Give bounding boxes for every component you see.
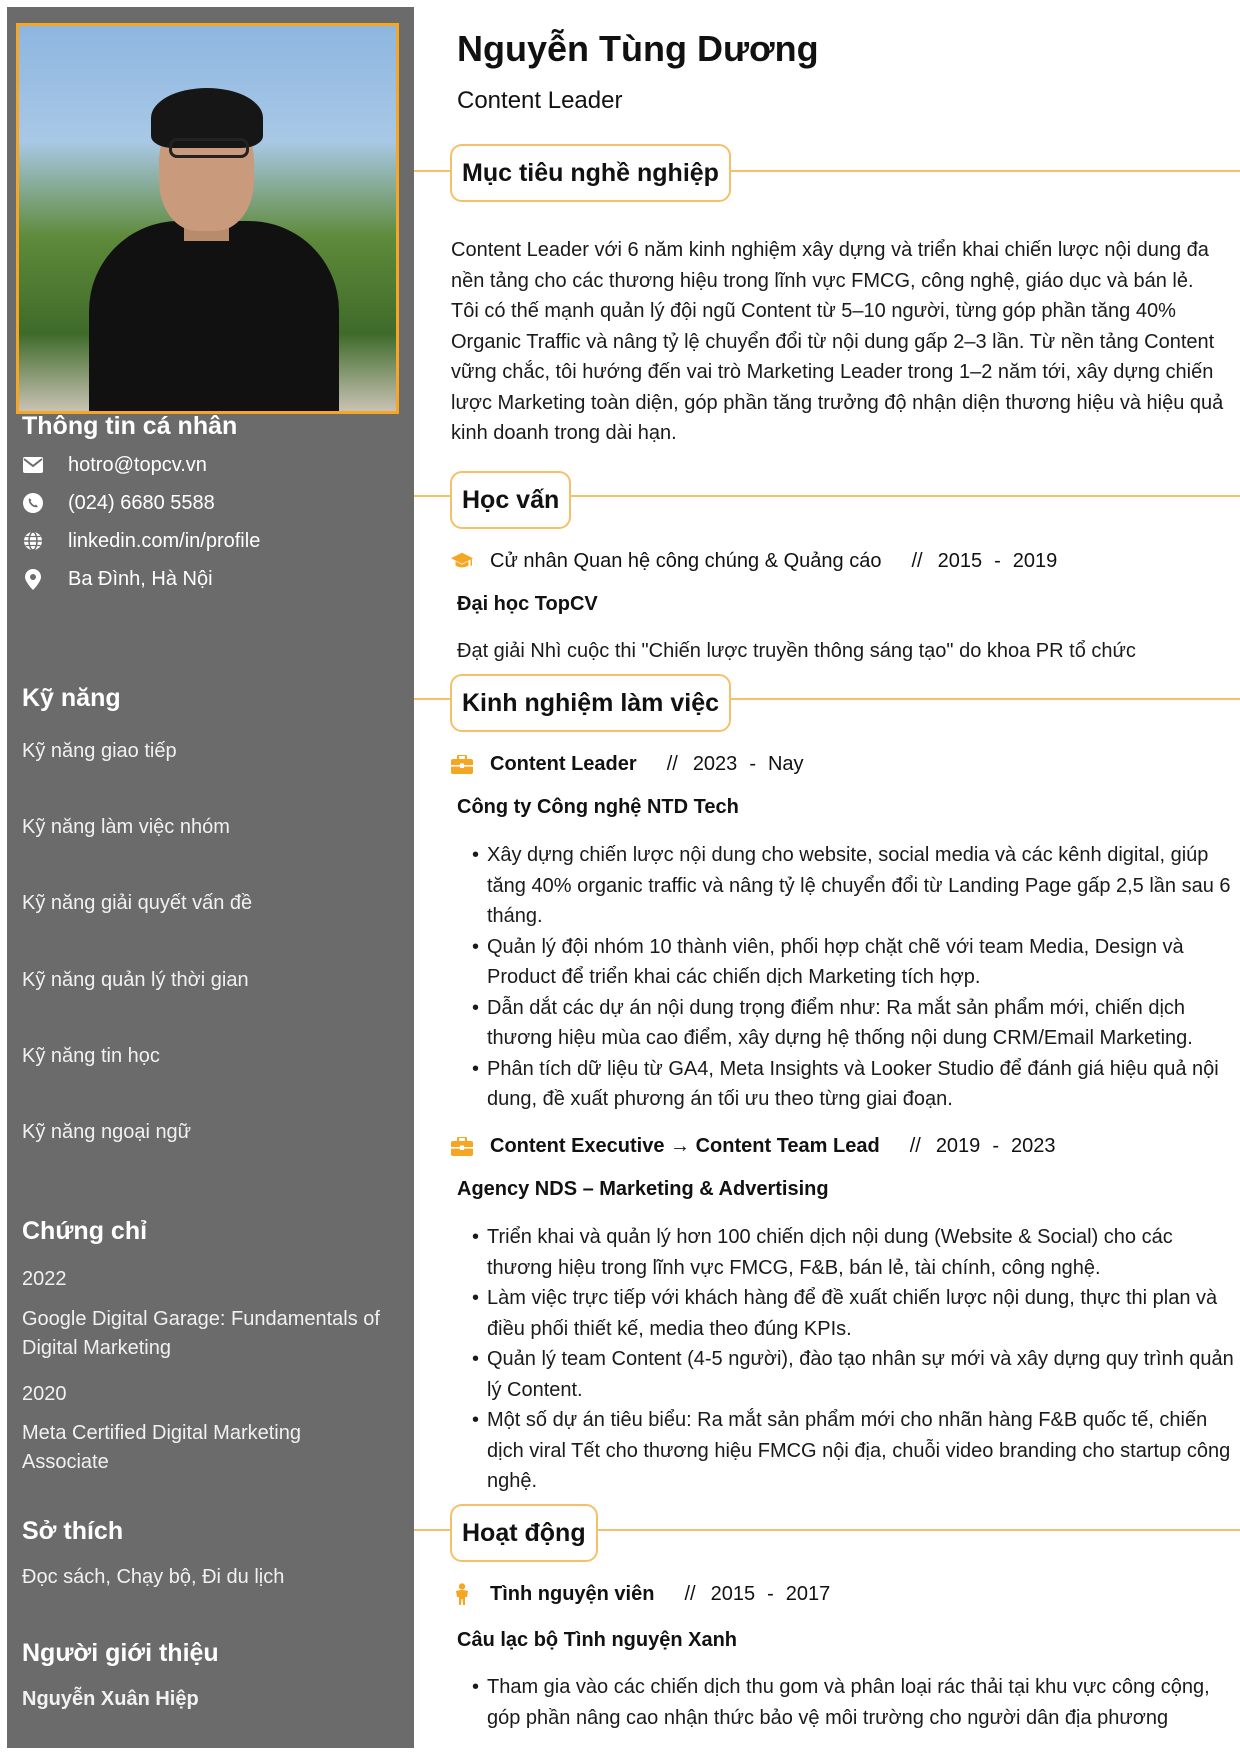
experience-heading: Kinh nghiệm làm việc: [450, 674, 731, 732]
start-year: 2023: [692, 752, 738, 775]
company-name: Agency NDS – Marketing & Advertising: [457, 1178, 829, 1200]
contact-phone[interactable]: (024) 6680 5588: [22, 490, 44, 516]
personal-info-heading: Thông tin cá nhân: [22, 412, 238, 440]
briefcase-icon: [450, 753, 474, 775]
skill-item: Kỹ năng tin học: [22, 1045, 160, 1067]
candidate-name: Nguyễn Tùng Dương: [457, 28, 819, 69]
job-title: Content Executive → Content Team Lead: [490, 1134, 880, 1157]
certs-section: [22, 1217, 402, 1487]
contact-linkedin[interactable]: linkedin.com/in/profile: [22, 528, 44, 554]
start-year: 2019: [935, 1134, 981, 1157]
list-item: • Triển khai và quản lý hơn 100 chiến dịch nội dung (Website & Social) cho các thương hiệu trong lĩnh vực FMCG, F&B, bán lẻ, tài chính, công nghệ.: [470, 1222, 1235, 1283]
job-entry-header: [450, 749, 804, 779]
sidebar: [7, 7, 414, 1748]
personal-info-section: [22, 412, 402, 441]
referee-heading: Người giới thiệu: [22, 1639, 219, 1667]
hobbies-text: Đọc sách, Chạy bộ, Đi du lịch: [22, 1566, 285, 1588]
list-item: • Quản lý team Content (4-5 người), đào tạo nhân sự mới và xây dựng quy trình quản lý Content.: [470, 1344, 1235, 1405]
activity-title: Tình nguyện viên: [490, 1582, 655, 1605]
school-name: Đại học TopCV: [457, 593, 598, 615]
skill-item: Kỹ năng quản lý thời gian: [22, 969, 249, 991]
globe-icon: [22, 530, 44, 552]
certs-heading: Chứng chỉ: [22, 1217, 148, 1245]
contact-location: Ba Đình, Hà Nội: [22, 566, 44, 592]
cert-year: 2022: [22, 1268, 67, 1290]
job-title: Content Leader: [490, 752, 637, 775]
list-item: • Xây dựng chiến lược nội dung cho website, social media và các kênh digital, giúp tăng 40% organic traffic và nâng tỷ lệ chuyển đổi từ Landing Page gấp 2,5 lần sau 6 tháng.: [470, 840, 1235, 932]
skill-item: Kỹ năng ngoại ngữ: [22, 1121, 192, 1143]
end-year: 2023: [1010, 1134, 1056, 1157]
end-year: 2019: [1012, 549, 1058, 572]
phone-icon: [22, 492, 44, 514]
end-year: 2017: [785, 1582, 831, 1605]
hobbies-heading: Sở thích: [22, 1517, 124, 1545]
skills-section: [22, 684, 402, 1164]
date-separator: //: [666, 752, 678, 775]
list-item: • Dẫn dắt các dự án nội dung trọng điểm như: Ra mắt sản phẩm mới, chiến dịch thương hiệu mùa cao điểm, xây dựng hệ thống nội dung CRM/Email Marketing.: [470, 993, 1235, 1054]
list-item: • Một số dự án tiêu biểu: Ra mắt sản phẩm mới cho nhãn hàng F&B quốc tế, chiến dịch viral Tết cho thương hiệu FMCG nội địa, chuỗi video branding cho startup công nghệ.: [470, 1405, 1235, 1497]
skills-heading: Kỹ năng: [22, 684, 121, 712]
end-year: Nay: [767, 752, 804, 775]
list-item: • Phân tích dữ liệu từ GA4, Meta Insights và Looker Studio để đánh giá hiệu quả nội dung, đề xuất phương án tối ưu theo từng giai đoạn.: [470, 1054, 1235, 1115]
briefcase-icon: [450, 1135, 474, 1157]
date-dash: -: [767, 1582, 774, 1605]
activity-entry-header: [450, 1579, 830, 1609]
date-separator: //: [684, 1582, 696, 1605]
cert-name: Google Digital Garage: Fundamentals of Digital Marketing: [22, 1308, 380, 1359]
objective-heading: Mục tiêu nghề nghiệp: [450, 144, 731, 202]
profile-photo: [16, 23, 399, 414]
start-year: 2015: [710, 1582, 756, 1605]
objective-text: Content Leader với 6 năm kinh nghiệm xây dựng và triển khai chiến lược nội dung đa nền tảng cho các thương hiệu trong lĩnh vực FMCG, công nghệ, giáo dục và bán lẻ. Tôi có thế mạnh quản lý đội ngũ Content từ 5–10 người, từng góp phần tăng 40% Organic Traffic và nâng tỷ lệ chuyển đổi từ nội dung gấp 2–3 lần. Từ nền tảng Content vững chắc, tôi hướng đến vai trò Marketing Leader trong 1–2 năm tới, xây dựng chiến lược Marketing toàn diện, góp phần tăng trưởng độ nhận diện thương hiệu và hiệu quả kinh doanh trong dài hạn.: [451, 239, 1224, 444]
education-heading: Học vấn: [450, 471, 571, 529]
date-dash: -: [994, 549, 1001, 572]
date-separator: //: [909, 1134, 921, 1157]
job-bullet-list: [470, 840, 1235, 1115]
skill-item: Kỹ năng giải quyết vấn đề: [22, 892, 253, 914]
skill-item: Kỹ năng làm việc nhóm: [22, 816, 230, 838]
job-entry-header: [450, 1131, 1055, 1161]
list-item: • Tham gia vào các chiến dịch thu gom và phân loại rác thải tại khu vực công cộng, góp phần nâng cao nhận thức bảo vệ môi trường cho người dân địa phương: [470, 1672, 1235, 1733]
degree-title: Cử nhân Quan hệ công chúng & Quảng cáo: [490, 549, 882, 572]
date-separator: //: [911, 549, 923, 572]
cert-year: 2020: [22, 1383, 67, 1405]
referee-name: Nguyễn Xuân Hiệp: [22, 1688, 199, 1710]
date-dash: -: [749, 752, 756, 775]
graduation-cap-icon: [450, 550, 474, 572]
job-bullet-list: [470, 1222, 1235, 1497]
candidate-role: Content Leader: [457, 87, 623, 114]
contact-list: [22, 452, 402, 612]
cert-name: Meta Certified Digital Marketing Associate: [22, 1422, 301, 1473]
education-note: Đạt giải Nhì cuộc thi "Chiến lược truyền thông sáng tạo" do khoa PR tổ chức: [457, 640, 1136, 662]
activity-bullet-list: [470, 1672, 1235, 1733]
list-item: • Quản lý đội nhóm 10 thành viên, phối hợp chặt chẽ với team Media, Design và Product để triển khai các chiến dịch Marketing tích hợp.: [470, 932, 1235, 993]
referee-section: [22, 1639, 402, 1739]
contact-email[interactable]: hotro@topcv.vn: [22, 452, 44, 478]
list-item: • Làm việc trực tiếp với khách hàng để đề xuất chiến lược nội dung, thực thi plan và điều phối thiết kế, media theo đúng KPIs.: [470, 1283, 1235, 1344]
education-entry-header: [450, 546, 1057, 576]
person-icon: [450, 1583, 474, 1605]
company-name: Công ty Công nghệ NTD Tech: [457, 796, 739, 818]
email-icon: [22, 454, 44, 476]
activity-org: Câu lạc bộ Tình nguyện Xanh: [457, 1629, 738, 1651]
start-year: 2015: [937, 549, 983, 572]
date-dash: -: [992, 1134, 999, 1157]
hobbies-section: [22, 1517, 402, 1607]
activities-heading: Hoạt động: [450, 1504, 598, 1562]
skill-item: Kỹ năng giao tiếp: [22, 740, 177, 762]
location-icon: [22, 568, 44, 590]
